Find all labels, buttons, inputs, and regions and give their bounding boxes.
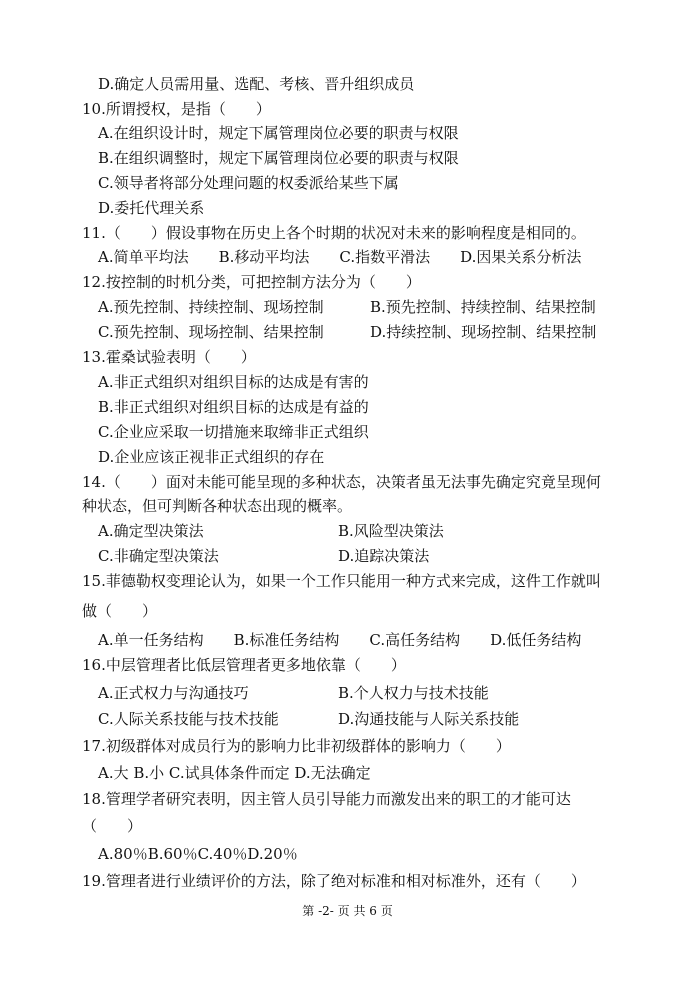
q13-option-d: D.企业应该正视非正式组织的存在 xyxy=(98,448,325,466)
q13-stem: 13.霍桑试验表明（ ） xyxy=(82,348,256,366)
q14-stem: 14.（ ）面对未能可能呈现的多种状态，决策者虽无法事先确定究竟呈现何 xyxy=(82,473,601,491)
q17-options: A.大 B.小 C.试具体条件而定 D.无法确定 xyxy=(98,764,371,782)
q14-option-b: B.风险型决策法 xyxy=(338,522,444,540)
q11-stem: 11.（ ）假设事物在历史上各个时期的状况对未来的影响程度是相同的。 xyxy=(82,224,586,242)
q18-options: A.80％B.60％C.40％D.20％ xyxy=(98,845,298,863)
q18-stem: 18.管理学者研究表明，因主管人员引导能力而激发出来的职工的才能可达 xyxy=(82,790,571,808)
q16-stem: 16.中层管理者比低层管理者更多地依靠（ ） xyxy=(82,656,406,674)
q12-option-c: C.预先控制、现场控制、结果控制 xyxy=(98,323,324,341)
q16-option-a: A.正式权力与沟通技巧 xyxy=(98,684,249,702)
q10-option-b: B.在组织调整时，规定下属管理岗位必要的职责与权限 xyxy=(98,149,459,167)
q17-stem: 17.初级群体对成员行为的影响力比非初级群体的影响力（ ） xyxy=(82,737,511,755)
q13-option-a: A.非正式组织对组织目标的达成是有害的 xyxy=(98,373,369,391)
q12-option-b: B.预先控制、持续控制、结果控制 xyxy=(370,298,596,316)
q11-options: A.简单平均法 B.移动平均法 C.指数平滑法 D.因果关系分析法 xyxy=(98,248,582,266)
q10-option-d: D.委托代理关系 xyxy=(98,199,205,217)
q14-option-c: C.非确定型决策法 xyxy=(98,547,219,565)
q10-option-a: A.在组织设计时，规定下属管理岗位必要的职责与权限 xyxy=(98,124,459,142)
q15-stem: 15.菲德勒权变理论认为，如果一个工作只能用一种方式来完成，这件工作就叫 xyxy=(82,572,601,590)
q13-option-c: C.企业应采取一切措施来取缔非正式组织 xyxy=(98,423,369,441)
q14-option-d: D.追踪决策法 xyxy=(338,547,430,565)
q13-option-b: B.非正式组织对组织目标的达成是有益的 xyxy=(98,398,369,416)
q14-option-a: A.确定型决策法 xyxy=(98,522,204,540)
q18-stem-cont: （ ） xyxy=(82,817,143,835)
q10-stem: 10.所谓授权，是指（ ） xyxy=(82,100,271,118)
q12-option-d: D.持续控制、现场控制、结果控制 xyxy=(370,323,597,341)
q19-stem: 19.管理者进行业绩评价的方法，除了绝对标准和相对标准外，还有（ ） xyxy=(82,872,586,890)
q9-option-d: D.确定人员需用量、选配、考核、晋升组织成员 xyxy=(98,75,415,93)
q15-stem-cont: 做（ ） xyxy=(82,602,158,620)
q16-option-b: B.个人权力与技术技能 xyxy=(338,684,489,702)
q15-options: A.单一任务结构 B.标准任务结构 C.高任务结构 D.低任务结构 xyxy=(98,631,582,649)
q12-stem: 12.按控制的时机分类，可把控制方法分为（ ） xyxy=(82,273,421,291)
page-footer: 第 -2- 页 共 6 页 xyxy=(302,904,393,918)
q14-stem-cont: 种状态，但可判断各种状态出现的概率。 xyxy=(82,497,353,515)
q16-option-d: D.沟通技能与人际关系技能 xyxy=(338,710,520,728)
q10-option-c: C.领导者将部分处理问题的权委派给某些下属 xyxy=(98,174,399,192)
q16-option-c: C.人际关系技能与技术技能 xyxy=(98,710,279,728)
q12-option-a: A.预先控制、持续控制、现场控制 xyxy=(98,298,324,316)
